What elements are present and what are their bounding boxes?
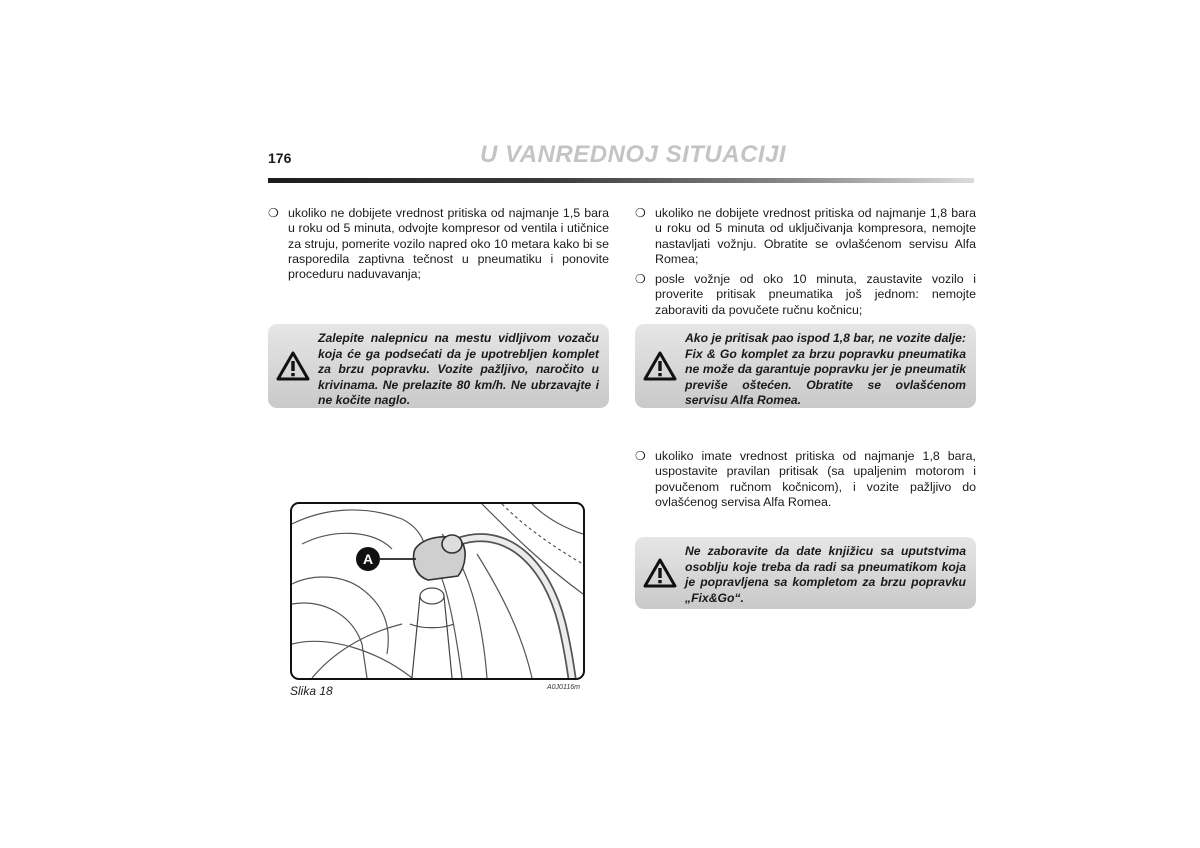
bullet-item: [268, 206, 609, 282]
hollow-circle-bullet-icon: ❍: [268, 206, 279, 220]
bullet-item: [635, 449, 976, 510]
figure-code: A0J0116m: [547, 684, 580, 691]
bullet-text: ukoliko ne dobijete vrednost pritiska od najmanje 1,8 bara u roku od 5 minuta od uključivanja kompresora, nemojte nastavljati vožnju. Obratite se ovlašćenom servisu Alfa Romea;: [655, 206, 976, 266]
warning-box: [635, 324, 976, 408]
bullet-text: ukoliko ne dobijete vrednost pritiska od najmanje 1,5 bara u roku od 5 minuta, odvojte kompresor od ventila i utičnice za struju, pomerite vozilo napred oko 10 metara kako bi se rasporedila zaptivna tečnost u pneumatiku i ponovite proceduru naduvavanja;: [288, 206, 609, 282]
section-title: U VANREDNOJ SITUACIJI: [480, 141, 787, 168]
hollow-circle-bullet-icon: ❍: [635, 272, 646, 286]
page-number: 176: [268, 150, 292, 166]
warning-triangle-icon: [635, 537, 685, 609]
figure-caption: Slika 18: [290, 684, 333, 698]
warning-box: [268, 324, 609, 408]
hollow-circle-bullet-icon: ❍: [635, 206, 646, 220]
bullet-item: [635, 206, 976, 267]
hollow-circle-bullet-icon: ❍: [635, 449, 646, 463]
warning-triangle-icon: [268, 324, 318, 408]
warning-triangle-icon: [635, 324, 685, 408]
compressor-valve-illustration: [292, 504, 583, 678]
warning-box: [635, 537, 976, 609]
figure-label-a: A: [362, 551, 374, 567]
warning-text: Zalepite nalepnicu na mestu vidljivom vozaču koja će ga podsećati da je upotrebljen komplet za brzu popravku. Vozite pažljivo, naročito u krivinama. Ne prelazite 80 km/h. Ne ubrzavajte i ne kočite naglo.: [318, 331, 599, 408]
bullet-text: ukoliko imate vrednost pritiska od najmanje 1,8 bara, uspostavite pravilan pritisak (sa upaljenim motorom i povučenom ručnom kočnicom), i vozite pažljivo do ovlašćenog servisa Alfa Romea.: [655, 449, 976, 509]
warning-text: Ne zaboravite da date knjižicu sa uputstvima osoblju koje treba da radi sa pneumatikom koja je popravljena sa kompletom za brzu popravku „Fix&Go“.: [685, 544, 966, 605]
bullet-item: [635, 272, 976, 318]
bullet-text: posle vožnje od oko 10 minuta, zaustavite vozilo i proverite pritisak pneumatika još jednom: nemojte zaboraviti da povučete ručnu kočnicu;: [655, 272, 976, 317]
header-rule: [268, 178, 974, 183]
figure-illustration: [290, 502, 585, 680]
warning-text: Ako je pritisak pao ispod 1,8 bar, ne vozite dalje: Fix & Go komplet za brzu popravku pneumatika ne može da garantuje popravku jer je pneumatik previše oštećen. Obratite se ovlašćenom servisu Alfa Romea.: [685, 331, 966, 408]
